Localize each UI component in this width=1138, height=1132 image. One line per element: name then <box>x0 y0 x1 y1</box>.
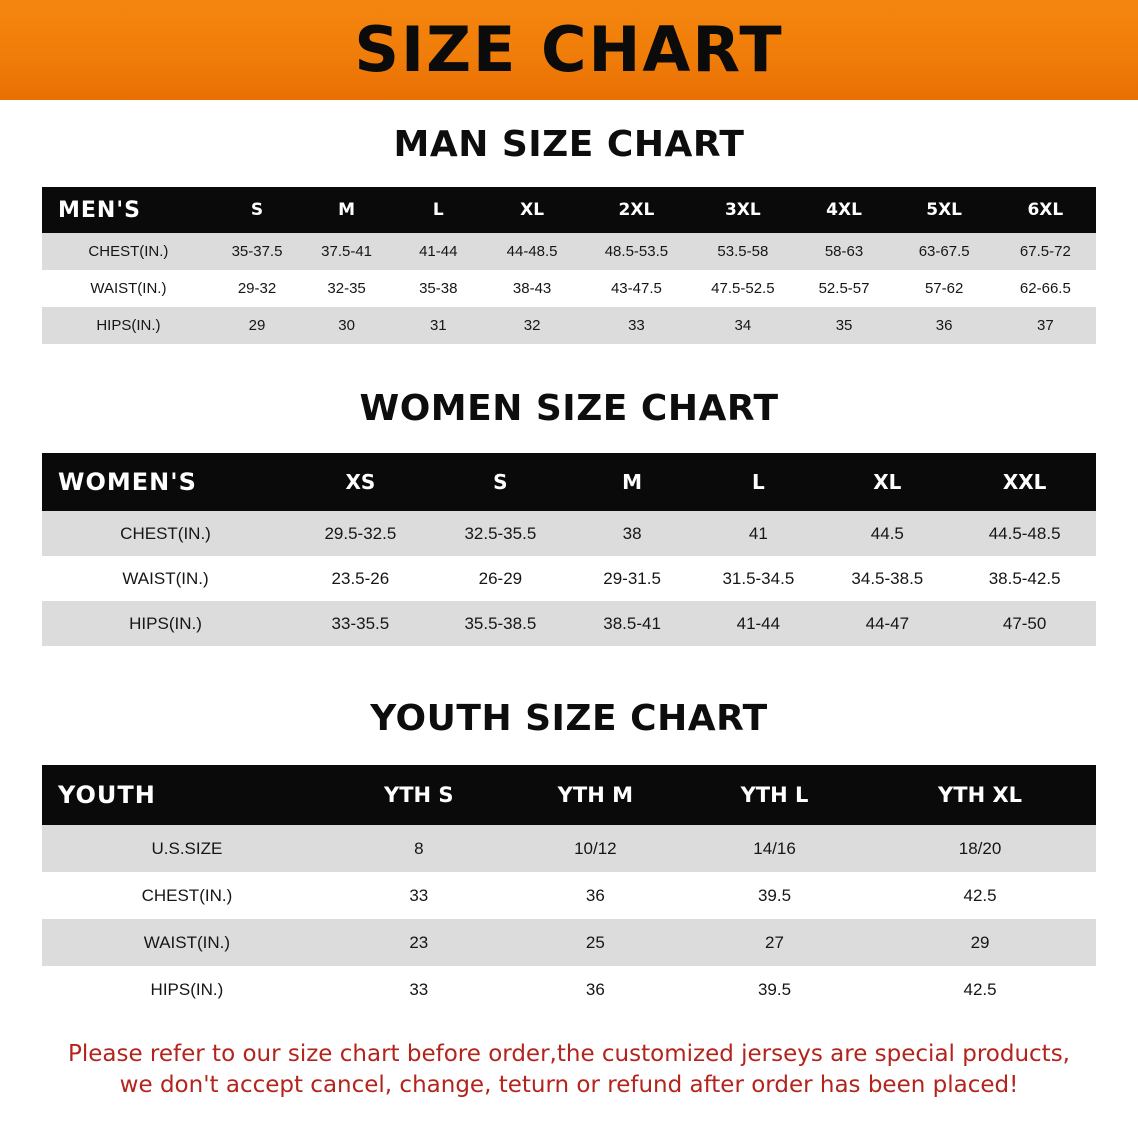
man-cell: 44-48.5 <box>483 233 582 270</box>
youth-col-header: YTH M <box>506 765 685 825</box>
youth-cell: 39.5 <box>685 966 864 1013</box>
women-cell: 32.5-35.5 <box>432 511 569 556</box>
women-table-header-row <box>42 453 1096 511</box>
women-row-label: CHEST(IN.) <box>42 511 289 556</box>
man-cell: 33 <box>582 307 692 344</box>
man-cell: 34 <box>691 307 794 344</box>
man-cell: 31 <box>394 307 483 344</box>
man-corner-label: MEN'S <box>42 187 215 233</box>
youth-cell: 29 <box>864 919 1096 966</box>
man-row-label: WAIST(IN.) <box>42 270 215 307</box>
man-cell: 52.5-57 <box>795 270 894 307</box>
youth-section-title: YOUTH SIZE CHART <box>370 698 768 739</box>
youth-cell: 33 <box>332 966 506 1013</box>
women-cell: 33-35.5 <box>289 601 432 646</box>
youth-cell: 36 <box>506 872 685 919</box>
table-row <box>42 872 1096 919</box>
women-cell: 47-50 <box>953 601 1096 646</box>
women-cell: 41-44 <box>695 601 821 646</box>
youth-size-table <box>42 765 1096 1013</box>
women-row-label: WAIST(IN.) <box>42 556 289 601</box>
man-cell: 67.5-72 <box>995 233 1096 270</box>
youth-cell: 10/12 <box>506 825 685 872</box>
man-col-header: 2XL <box>582 187 692 233</box>
man-cell: 32 <box>483 307 582 344</box>
women-cell: 26-29 <box>432 556 569 601</box>
women-col-header: XXL <box>953 453 1096 511</box>
man-table-wrap <box>42 187 1096 344</box>
youth-cell: 23 <box>332 919 506 966</box>
women-cell: 38.5-42.5 <box>953 556 1096 601</box>
women-cell: 38.5-41 <box>569 601 695 646</box>
table-row <box>42 511 1096 556</box>
women-cell: 38 <box>569 511 695 556</box>
man-col-header: M <box>299 187 394 233</box>
policy-note-line-2: we don't accept cancel, change, teturn or refund after order has been placed! <box>119 1072 1019 1099</box>
youth-row-label: WAIST(IN.) <box>42 919 332 966</box>
table-row <box>42 601 1096 646</box>
table-row <box>42 270 1096 307</box>
women-size-table <box>42 453 1096 646</box>
man-cell: 35 <box>795 307 894 344</box>
man-section-title: MAN SIZE CHART <box>393 124 745 165</box>
man-cell: 53.5-58 <box>691 233 794 270</box>
man-cell: 32-35 <box>299 270 394 307</box>
youth-cell: 39.5 <box>685 872 864 919</box>
women-corner-label: WOMEN'S <box>42 453 289 511</box>
women-cell: 44.5 <box>821 511 953 556</box>
women-cell: 29-31.5 <box>569 556 695 601</box>
man-col-header: XL <box>483 187 582 233</box>
man-cell: 57-62 <box>894 270 995 307</box>
man-cell: 47.5-52.5 <box>691 270 794 307</box>
policy-note <box>36 1039 1102 1101</box>
youth-col-header: YTH XL <box>864 765 1096 825</box>
women-cell: 44.5-48.5 <box>953 511 1096 556</box>
women-table-wrap <box>42 453 1096 646</box>
youth-table-header-row <box>42 765 1096 825</box>
man-cell: 62-66.5 <box>995 270 1096 307</box>
women-col-header: S <box>432 453 569 511</box>
youth-cell: 27 <box>685 919 864 966</box>
youth-row-label: U.S.SIZE <box>42 825 332 872</box>
man-cell: 38-43 <box>483 270 582 307</box>
table-row <box>42 919 1096 966</box>
table-row <box>42 966 1096 1013</box>
man-cell: 41-44 <box>394 233 483 270</box>
youth-cell: 14/16 <box>685 825 864 872</box>
man-cell: 37 <box>995 307 1096 344</box>
man-cell: 36 <box>894 307 995 344</box>
man-table-header-row <box>42 187 1096 233</box>
youth-cell: 36 <box>506 966 685 1013</box>
youth-cell: 25 <box>506 919 685 966</box>
youth-row-label: HIPS(IN.) <box>42 966 332 1013</box>
man-cell: 37.5-41 <box>299 233 394 270</box>
women-col-header: L <box>695 453 821 511</box>
man-col-header: L <box>394 187 483 233</box>
women-cell: 41 <box>695 511 821 556</box>
women-section-title: WOMEN SIZE CHART <box>359 388 779 429</box>
man-cell: 29-32 <box>215 270 299 307</box>
table-row <box>42 556 1096 601</box>
youth-row-label: CHEST(IN.) <box>42 872 332 919</box>
women-cell: 34.5-38.5 <box>821 556 953 601</box>
women-cell: 23.5-26 <box>289 556 432 601</box>
man-cell: 48.5-53.5 <box>582 233 692 270</box>
women-row-label: HIPS(IN.) <box>42 601 289 646</box>
table-row <box>42 307 1096 344</box>
youth-cell: 8 <box>332 825 506 872</box>
man-cell: 35-38 <box>394 270 483 307</box>
women-col-header: M <box>569 453 695 511</box>
women-col-header: XL <box>821 453 953 511</box>
man-cell: 43-47.5 <box>582 270 692 307</box>
policy-note-line-1: Please refer to our size chart before order,the customized jerseys are special products, <box>67 1041 1070 1067</box>
women-col-header: XS <box>289 453 432 511</box>
youth-corner-label: YOUTH <box>42 765 332 825</box>
youth-cell: 18/20 <box>864 825 1096 872</box>
page-banner <box>0 0 1138 100</box>
man-col-header: 3XL <box>691 187 794 233</box>
women-cell: 31.5-34.5 <box>695 556 821 601</box>
table-row <box>42 825 1096 872</box>
man-row-label: HIPS(IN.) <box>42 307 215 344</box>
man-cell: 63-67.5 <box>894 233 995 270</box>
youth-col-header: YTH S <box>332 765 506 825</box>
man-cell: 35-37.5 <box>215 233 299 270</box>
youth-table-wrap <box>42 765 1096 1013</box>
man-col-header: 4XL <box>795 187 894 233</box>
man-cell: 30 <box>299 307 394 344</box>
table-row <box>42 233 1096 270</box>
youth-cell: 42.5 <box>864 872 1096 919</box>
youth-col-header: YTH L <box>685 765 864 825</box>
man-size-table <box>42 187 1096 344</box>
man-col-header: 5XL <box>894 187 995 233</box>
man-row-label: CHEST(IN.) <box>42 233 215 270</box>
youth-cell: 42.5 <box>864 966 1096 1013</box>
man-col-header: 6XL <box>995 187 1096 233</box>
women-cell: 44-47 <box>821 601 953 646</box>
man-cell: 58-63 <box>795 233 894 270</box>
page-title: SIZE CHART <box>354 13 784 86</box>
man-cell: 29 <box>215 307 299 344</box>
women-cell: 35.5-38.5 <box>432 601 569 646</box>
man-col-header: S <box>215 187 299 233</box>
women-cell: 29.5-32.5 <box>289 511 432 556</box>
youth-cell: 33 <box>332 872 506 919</box>
